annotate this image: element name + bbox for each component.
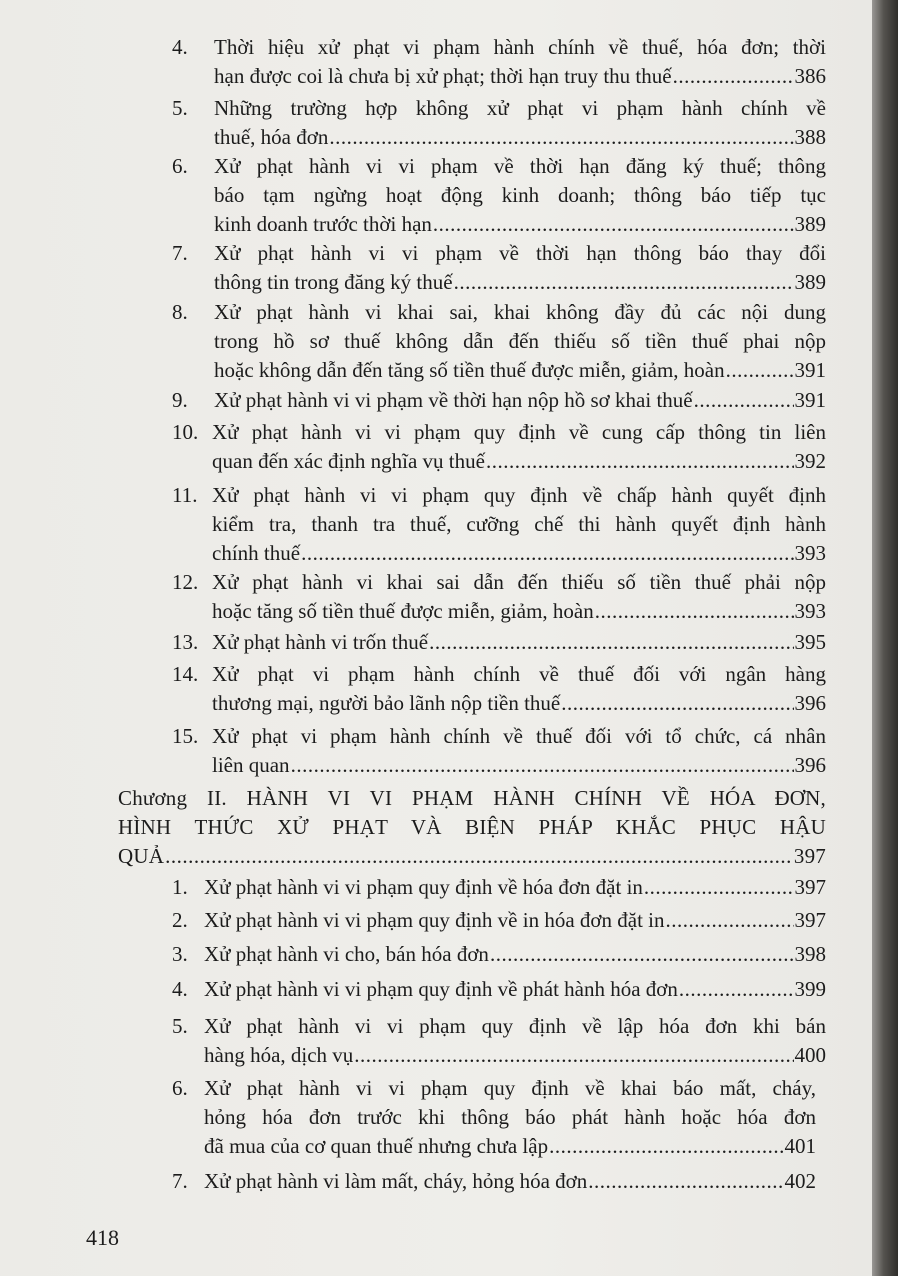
entry-text: hỏng hóa đơn trước khi thông báo phát hành hoặc hóa đơn (204, 1105, 816, 1129)
entry-text: Xử phạt hành vi vi phạm về thời hạn nộp hồ sơ khai thuế (214, 388, 693, 412)
entry-page-number: 400 (794, 1043, 826, 1067)
entry-text: báo tạm ngừng hoạt động kinh doanh; thông báo tiếp tục (214, 183, 826, 207)
entry-page-number: 388 (794, 125, 826, 149)
entry-text: hạn được coi là chưa bị xử phạt; thời hạn truy thu thuế (214, 64, 672, 88)
dot-leader (490, 940, 794, 969)
entry-text: thông tin trong đăng ký thuế (214, 270, 453, 294)
entry-text: liên quan (212, 753, 290, 777)
entry-number: 5. (172, 96, 188, 120)
entry-page-number: 402 (784, 1169, 816, 1193)
dot-leader (694, 386, 794, 415)
entry-number: 10. (172, 420, 199, 444)
entry-text: Xử phạt hành vi trốn thuế (212, 630, 429, 654)
entry-page-number: 386 (794, 64, 826, 88)
entry-text: thuế, hóa đơn (214, 125, 329, 149)
entry-text: Xử phạt vi phạm hành chính về thuế đối với tổ chức, cá nhân (212, 724, 826, 748)
entry-number: 5. (172, 1014, 188, 1038)
entry-page-number: 393 (794, 541, 826, 565)
book-spine (872, 0, 898, 1276)
entry-page-number: 389 (794, 270, 826, 294)
entry-number: 15. (172, 724, 199, 748)
entry-number: 4. (172, 35, 188, 59)
entry-text: Xử phạt hành vi vi phạm quy định về phát hành hóa đơn (204, 977, 678, 1001)
dot-leader (486, 447, 794, 476)
entry-page-number: 393 (794, 599, 826, 623)
entry-text: đã mua của cơ quan thuế nhưng chưa lập (204, 1134, 549, 1158)
entry-page-number: 401 (784, 1134, 816, 1158)
entry-number: 1. (172, 875, 188, 899)
entry-text: Thời hiệu xử phạt vi phạm hành chính về thuế, hóa đơn; thời (214, 35, 826, 59)
entry-text: quan đến xác định nghĩa vụ thuế (212, 449, 485, 473)
chapter-heading (118, 784, 826, 871)
entry-text: hoặc tăng số tiền thuế được miễn, giảm, hoàn (212, 599, 594, 623)
entry-page-number: 396 (794, 753, 826, 777)
dot-leader (644, 873, 794, 902)
entry-text: hàng hóa, dịch vụ (204, 1043, 354, 1067)
entry-text: Những trường hợp không xử phạt vi phạm hành chính về (214, 96, 826, 120)
entry-text: kinh doanh trước thời hạn (214, 212, 432, 236)
entry-page-number: 392 (794, 449, 826, 473)
entry-text: thương mại, người bảo lãnh nộp tiền thuế (212, 691, 561, 715)
entry-text: trong hồ sơ thuế không dẫn đến thiếu số tiền thuế phai nộp (214, 329, 826, 353)
entry-text: hoặc không dẫn đến tăng số tiền thuế được miễn, giảm, hoàn (214, 358, 725, 382)
entry-text: Xử phạt hành vi khai sai, khai không đầy đủ các nội dung (214, 300, 826, 324)
entry-text: Xử phạt hành vi vi phạm quy định về cung cấp thông tin liên (212, 420, 826, 444)
dot-leader (291, 751, 794, 780)
entry-number: 6. (172, 154, 188, 178)
page-number: 418 (86, 1225, 119, 1250)
dot-leader (726, 356, 794, 385)
dot-leader (329, 123, 793, 152)
chapter-title-line: QUẢ (118, 844, 165, 868)
entry-number: 6. (172, 1076, 188, 1100)
entry-text: Xử phạt hành vi vi phạm về thời hạn thông báo thay đổi (214, 241, 826, 265)
entry-page-number: 398 (794, 942, 826, 966)
entry-text: Xử phạt hành vi vi phạm quy định về chấp hành quyết định (212, 483, 826, 507)
entry-number: 8. (172, 300, 188, 324)
chapter-title-line: Chương II. HÀNH VI VI PHẠM HÀNH CHÍNH VỀ HÓA ĐƠN, (118, 786, 826, 810)
dot-leader (666, 906, 794, 935)
entry-page-number: 395 (794, 630, 826, 654)
dot-leader (354, 1041, 793, 1070)
dot-leader (561, 689, 793, 718)
entry-number: 12. (172, 570, 199, 594)
dot-leader (673, 62, 794, 91)
entry-text: Xử phạt hành vi vi phạm quy định về hóa đơn đặt in (204, 875, 643, 899)
entry-number: 9. (172, 388, 188, 412)
entry-page-number: 399 (794, 977, 826, 1001)
entry-text: Xử phạt vi phạm hành chính về thuế đối với ngân hàng (212, 662, 826, 686)
dot-leader (301, 539, 793, 568)
entry-text: Xử phạt hành vi vi phạm về thời hạn đăng ký thuế; thông (214, 154, 826, 178)
entry-text: Xử phạt hành vi làm mất, cháy, hỏng hóa đơn (204, 1169, 588, 1193)
dot-leader (454, 268, 794, 297)
dot-leader (595, 597, 794, 626)
entry-page-number: 396 (794, 691, 826, 715)
entry-text: Xử phạt hành vi vi phạm quy định về khai báo mất, cháy, (204, 1076, 816, 1100)
chapter-title-line: HÌNH THỨC XỬ PHẠT VÀ BIỆN PHÁP KHẮC PHỤC HẬU (118, 815, 826, 839)
chapter-page-number: 397 (793, 844, 826, 868)
dot-leader (429, 628, 793, 657)
entry-number: 13. (172, 630, 199, 654)
entry-page-number: 397 (794, 875, 826, 899)
entry-text: chính thuế (212, 541, 301, 565)
dot-leader (433, 210, 794, 239)
entry-page-number: 397 (794, 908, 826, 932)
entry-number: 7. (172, 241, 188, 265)
entry-number: 7. (172, 1169, 188, 1193)
entry-number: 4. (172, 977, 188, 1001)
entry-text: Xử phạt hành vi cho, bán hóa đơn (204, 942, 489, 966)
entry-number: 14. (172, 662, 199, 686)
entry-page-number: 391 (794, 358, 826, 382)
entry-number: 11. (172, 483, 198, 507)
dot-leader (165, 842, 793, 871)
entry-number: 3. (172, 942, 188, 966)
entry-text: kiểm tra, thanh tra thuế, cưỡng chế thi hành quyết định hành (212, 512, 826, 536)
entry-page-number: 389 (794, 212, 826, 236)
dot-leader (588, 1167, 783, 1196)
entry-page-number: 391 (794, 388, 826, 412)
entry-number: 2. (172, 908, 188, 932)
entry-text: Xử phạt hành vi khai sai dẫn đến thiếu số tiền thuế phải nộp (212, 570, 826, 594)
entry-text: Xử phạt hành vi vi phạm quy định về lập hóa đơn khi bán (204, 1014, 826, 1038)
dot-leader (549, 1132, 783, 1161)
entry-text: Xử phạt hành vi vi phạm quy định về in hóa đơn đặt in (204, 908, 665, 932)
dot-leader (679, 975, 794, 1004)
